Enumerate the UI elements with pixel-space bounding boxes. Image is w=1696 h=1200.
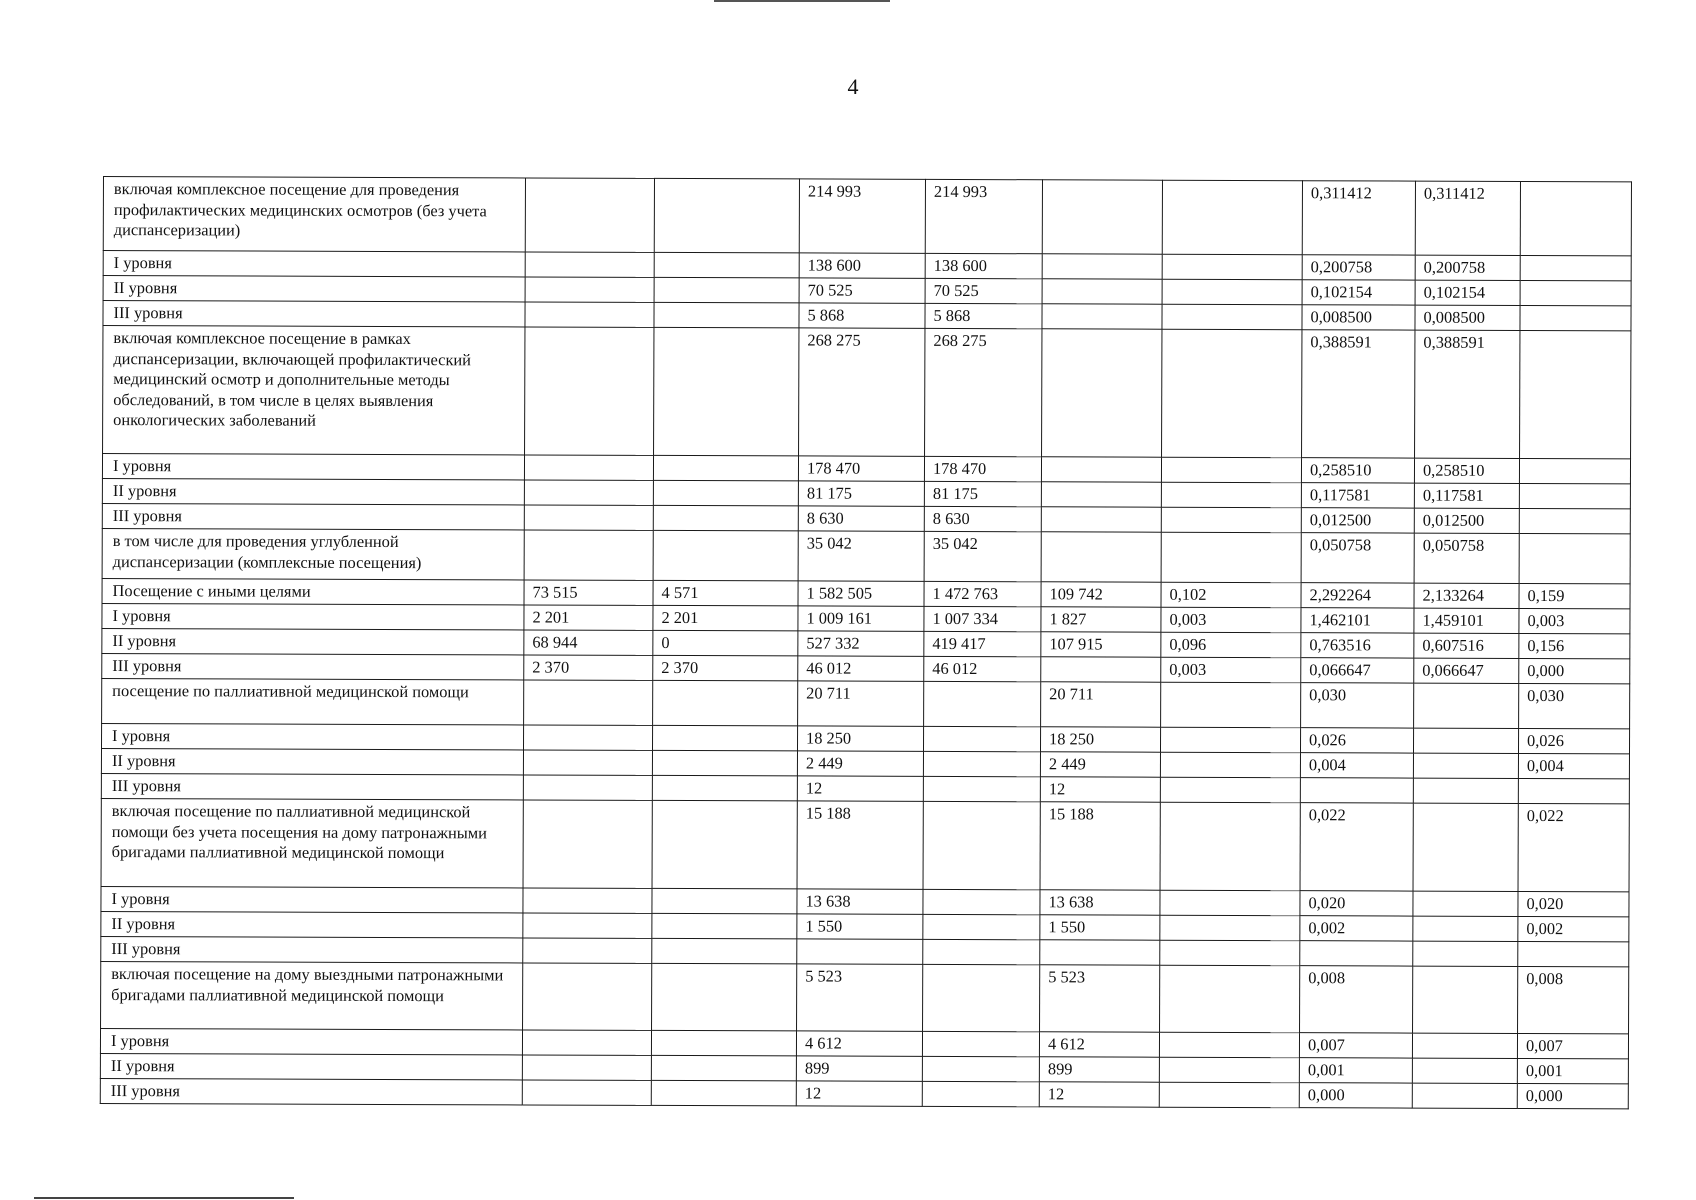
table-cell xyxy=(654,178,799,253)
table-cell xyxy=(1160,915,1300,940)
table-cell: 4 571 xyxy=(653,580,798,606)
table-cell: 0,066647 xyxy=(1414,658,1519,683)
table-cell: 0,763516 xyxy=(1301,633,1414,658)
table-cell: 12 xyxy=(1039,1082,1159,1107)
table-cell: 0,020 xyxy=(1300,891,1413,916)
table-cell: 0,002 xyxy=(1518,916,1629,941)
table-cell: 15 188 xyxy=(1040,802,1160,890)
table-cell: 0,000 xyxy=(1519,658,1630,683)
table-cell xyxy=(1161,682,1301,727)
table-cell: 5 523 xyxy=(797,964,923,1031)
table-cell: 35 042 xyxy=(924,531,1041,581)
table-cell: 1 550 xyxy=(1040,915,1160,940)
table-cell: 0,030 xyxy=(1301,683,1414,728)
table-cell xyxy=(923,726,1040,751)
table-cell: 46 012 xyxy=(924,656,1041,681)
table-cell xyxy=(524,680,653,725)
table-cell: 419 417 xyxy=(924,631,1041,656)
table-cell xyxy=(523,775,652,800)
table-cell xyxy=(653,505,798,531)
table-cell xyxy=(1300,941,1413,966)
table-cell: 1 827 xyxy=(1041,607,1161,632)
table-cell: 13 638 xyxy=(1040,890,1160,915)
row-label: включая комплексное посещение для проведения профилактических медицинских осмотров (без учета диспансеризации) xyxy=(103,177,525,252)
table-cell xyxy=(522,1055,651,1080)
table-cell: 0,000 xyxy=(1299,1083,1412,1108)
table-cell: 1 582 505 xyxy=(798,581,924,606)
table-cell xyxy=(1414,683,1519,728)
table-cell xyxy=(1041,657,1161,682)
table-cell: 109 742 xyxy=(1041,582,1161,607)
table-cell xyxy=(1519,483,1630,508)
table-cell xyxy=(653,480,798,506)
table-cell xyxy=(525,252,654,277)
table-cell: 0,003 xyxy=(1161,657,1301,682)
table-cell xyxy=(525,178,654,252)
table-cell: 2 449 xyxy=(797,751,923,776)
table-cell: 0,026 xyxy=(1300,728,1413,753)
table-cell: 2 201 xyxy=(653,605,798,631)
table-cell xyxy=(1042,279,1162,304)
table-cell: 0,311412 xyxy=(1302,181,1415,255)
table-cell: 12 xyxy=(1040,777,1160,802)
table-row xyxy=(103,177,1631,256)
table-cell: 138 600 xyxy=(799,253,925,278)
table-cell xyxy=(1161,507,1301,532)
table-cell xyxy=(651,1030,796,1056)
table-cell xyxy=(525,302,654,327)
table-cell xyxy=(1413,891,1518,916)
table-cell: 178 470 xyxy=(924,456,1041,481)
table-cell: 0,008 xyxy=(1300,966,1413,1033)
table-cell: 18 250 xyxy=(797,726,923,751)
table-cell xyxy=(522,1030,651,1055)
table-cell xyxy=(923,751,1040,776)
row-label: II уровня xyxy=(103,276,525,302)
row-label: II уровня xyxy=(102,628,524,654)
table-cell: 12 xyxy=(796,1081,922,1106)
row-label: посещение по паллиативной медицинской помощи xyxy=(102,678,524,724)
table-cell: 18 250 xyxy=(1040,727,1160,752)
table-cell xyxy=(653,530,798,581)
table-cell xyxy=(1160,890,1300,915)
table-row xyxy=(100,1078,1628,1108)
table-cell xyxy=(1041,532,1161,582)
table-cell: 0,008500 xyxy=(1302,305,1415,330)
table-cell: 138 600 xyxy=(925,253,1042,278)
table-cell xyxy=(1413,753,1518,778)
table-cell: 0,026 xyxy=(1518,728,1629,753)
table-cell xyxy=(923,939,1040,964)
table-cell: 81 175 xyxy=(924,481,1041,506)
table-cell xyxy=(523,963,652,1030)
row-label: включая комплексное посещение в рамках диспансеризации, включающей профилактический медицинский осмотр и дополнительные методы обследований, в том числе в целях выявления онкологических заболеваний xyxy=(103,326,525,455)
table-cell xyxy=(923,776,1040,801)
table-cell xyxy=(652,913,797,939)
table-cell: 0,156 xyxy=(1519,633,1630,658)
table-cell: 268 275 xyxy=(925,328,1042,456)
table-cell xyxy=(922,1081,1039,1106)
table-cell: 0,022 xyxy=(1300,803,1413,891)
table-cell: 268 275 xyxy=(799,328,925,456)
table-cell: 0,258510 xyxy=(1414,458,1519,483)
table-cell xyxy=(653,455,798,481)
table-cell: 12 xyxy=(797,776,923,801)
table-cell: 0,117581 xyxy=(1301,483,1414,508)
row-label: II уровня xyxy=(101,748,523,774)
table-cell xyxy=(1162,180,1302,254)
row-label: III уровня xyxy=(102,503,524,529)
table-cell: 899 xyxy=(1039,1057,1159,1082)
row-label: Посещение с иными целями xyxy=(102,578,524,604)
table-body xyxy=(100,177,1631,1109)
table-cell: 4 612 xyxy=(796,1031,922,1056)
table-cell: 0,096 xyxy=(1161,632,1301,657)
table-cell xyxy=(1520,181,1631,255)
table-cell: 0,388591 xyxy=(1415,330,1520,458)
table-cell: 70 525 xyxy=(799,278,925,303)
table-cell xyxy=(652,750,797,776)
table-cell xyxy=(1413,941,1518,966)
table-cell xyxy=(1159,1082,1299,1107)
table-cell: 15 188 xyxy=(797,801,923,889)
table-cell: 0 xyxy=(653,630,798,656)
table-cell xyxy=(525,327,654,455)
table-cell xyxy=(1042,329,1162,457)
table-row xyxy=(102,528,1630,583)
table-cell: 0,200758 xyxy=(1415,255,1520,280)
table-cell xyxy=(1041,507,1161,532)
row-label: III уровня xyxy=(101,936,523,962)
table-row xyxy=(101,961,1629,1033)
table-cell xyxy=(652,938,797,964)
table-cell xyxy=(924,681,1041,726)
table-cell xyxy=(1519,533,1630,583)
table-cell: 0,000 xyxy=(1517,1083,1628,1108)
table-cell xyxy=(1159,1032,1299,1057)
table-cell xyxy=(1518,778,1629,803)
table-cell xyxy=(1412,1033,1517,1058)
table-cell: 2,133264 xyxy=(1414,583,1519,608)
row-label: III уровня xyxy=(100,1078,522,1104)
table-cell: 0,008 xyxy=(1518,966,1629,1033)
financing-table xyxy=(100,176,1632,1109)
table-cell xyxy=(1300,778,1413,803)
table-cell: 0,008500 xyxy=(1415,305,1520,330)
table-cell: 0,258510 xyxy=(1301,458,1414,483)
table-cell xyxy=(1520,305,1631,330)
table-cell xyxy=(1161,482,1301,507)
table-cell xyxy=(923,801,1040,889)
table-cell xyxy=(652,725,797,751)
table-cell xyxy=(523,913,652,938)
table-cell: 35 042 xyxy=(798,531,924,581)
table-cell: 5 523 xyxy=(1040,965,1160,1032)
table-cell: 4 612 xyxy=(1039,1032,1159,1057)
table-cell: 1 550 xyxy=(797,914,923,939)
table-cell xyxy=(1412,1083,1517,1108)
table-cell xyxy=(1041,482,1161,507)
table-cell: 1,462101 xyxy=(1301,608,1414,633)
table-cell: 214 993 xyxy=(925,179,1042,253)
table-cell: 8 630 xyxy=(924,506,1041,531)
table-cell xyxy=(524,505,653,530)
table-cell xyxy=(922,1056,1039,1081)
table-row xyxy=(103,326,1631,459)
row-label: II уровня xyxy=(101,911,523,937)
table-cell xyxy=(524,530,653,580)
table-cell xyxy=(651,1080,796,1106)
table-cell xyxy=(654,277,799,303)
row-label: III уровня xyxy=(101,773,523,799)
row-label: I уровня xyxy=(103,251,525,277)
table-cell xyxy=(1160,727,1300,752)
table-cell: 2 370 xyxy=(524,655,653,680)
table-cell xyxy=(1160,752,1300,777)
table-cell xyxy=(1413,728,1518,753)
table-cell: 81 175 xyxy=(798,481,924,506)
table-cell: 5 868 xyxy=(799,303,925,328)
table-cell xyxy=(1160,965,1300,1032)
table-cell xyxy=(923,889,1040,914)
table-cell: 0,102154 xyxy=(1415,280,1520,305)
table-cell xyxy=(1520,330,1631,458)
table-cell: 0,066647 xyxy=(1301,658,1414,683)
table-cell xyxy=(1161,457,1301,482)
table-cell: 0,003 xyxy=(1161,607,1301,632)
table-cell xyxy=(1160,777,1300,802)
table-cell: 70 525 xyxy=(925,278,1042,303)
table-cell xyxy=(1162,329,1302,457)
row-label: III уровня xyxy=(103,301,525,327)
table-cell xyxy=(652,800,797,889)
row-label: I уровня xyxy=(102,723,524,749)
table-cell: 2 201 xyxy=(524,605,653,630)
table-cell xyxy=(1042,304,1162,329)
table-cell: 0,004 xyxy=(1300,753,1413,778)
table-cell: 0,001 xyxy=(1517,1058,1628,1083)
table-cell: 899 xyxy=(796,1056,922,1081)
table-row xyxy=(102,678,1630,728)
table-cell: 0,004 xyxy=(1518,753,1629,778)
table-cell: 1 009 161 xyxy=(798,606,924,631)
table-cell xyxy=(653,680,798,726)
table-cell: 0,001 xyxy=(1299,1058,1412,1083)
table-cell: 0,002 xyxy=(1300,916,1413,941)
table-cell: 178 470 xyxy=(798,456,924,481)
table-cell: 20 711 xyxy=(798,681,924,726)
row-label: включая посещение на дому выездными патронажными бригадами паллиативной медицинской помощи xyxy=(101,961,523,1029)
row-label: I уровня xyxy=(102,603,524,629)
table-cell xyxy=(1519,508,1630,533)
table-cell xyxy=(523,938,652,963)
table-cell: 1 472 763 xyxy=(924,581,1041,606)
table-cell xyxy=(1520,280,1631,305)
table-cell xyxy=(1162,254,1302,279)
table-cell xyxy=(1162,304,1302,329)
table-cell: 0,022 xyxy=(1518,803,1629,891)
table-cell xyxy=(654,302,799,328)
table-cell: 527 332 xyxy=(798,631,924,656)
table-cell xyxy=(797,939,923,964)
table-cell xyxy=(652,775,797,801)
table-cell: 0,030 xyxy=(1519,683,1630,728)
table-cell: 2 449 xyxy=(1040,752,1160,777)
table-cell xyxy=(1042,254,1162,279)
table-cell: 0,020 xyxy=(1518,891,1629,916)
row-label: включая посещение по паллиативной медицинской помощи без учета посещения на дому патронажными бригадами паллиативной медицинской помощи xyxy=(101,798,523,887)
table-cell: 0,311412 xyxy=(1415,181,1520,255)
table-cell xyxy=(1413,778,1518,803)
table-cell xyxy=(523,800,652,888)
table-cell: 0,200758 xyxy=(1302,255,1415,280)
row-label: в том числе для проведения углубленной диспансеризации (комплексные посещения) xyxy=(102,528,524,579)
table-cell: 73 515 xyxy=(524,580,653,605)
row-label: II уровня xyxy=(102,478,524,504)
table-cell: 0,007 xyxy=(1299,1033,1412,1058)
table-cell xyxy=(1413,803,1518,891)
table-cell: 0,607516 xyxy=(1414,633,1519,658)
table-cell xyxy=(652,963,797,1031)
table-cell: 2 370 xyxy=(653,655,798,681)
table-cell xyxy=(524,480,653,505)
table-cell xyxy=(1413,916,1518,941)
table-cell xyxy=(1159,1057,1299,1082)
row-label: III уровня xyxy=(102,653,524,679)
table-cell xyxy=(1160,940,1300,965)
row-label: II уровня xyxy=(100,1053,522,1079)
table-cell xyxy=(1040,940,1160,965)
table-cell: 0,007 xyxy=(1517,1033,1628,1058)
table-cell: 0,012500 xyxy=(1301,508,1414,533)
table-cell xyxy=(652,888,797,914)
table-cell: 2,292264 xyxy=(1301,583,1414,608)
table-cell: 0,159 xyxy=(1519,583,1630,608)
table-cell xyxy=(923,914,1040,939)
table-cell xyxy=(1041,457,1161,482)
scan-mark-bottom xyxy=(34,1197,294,1199)
page-number: 4 xyxy=(847,74,859,99)
table-cell xyxy=(523,725,652,750)
table-cell xyxy=(1519,458,1630,483)
row-label: I уровня xyxy=(102,454,524,480)
table-cell: 214 993 xyxy=(799,179,925,253)
table-cell xyxy=(1518,941,1629,966)
table-cell: 13 638 xyxy=(797,889,923,914)
table-cell: 0,102 xyxy=(1161,582,1301,607)
table-cell: 5 868 xyxy=(925,303,1042,328)
table-cell xyxy=(1412,1058,1517,1083)
table-cell xyxy=(523,750,652,775)
table-cell: 68 944 xyxy=(524,630,653,655)
table-cell: 1,459101 xyxy=(1414,608,1519,633)
table-cell xyxy=(524,455,653,480)
table-row xyxy=(101,798,1629,891)
table-cell: 0,050758 xyxy=(1414,533,1519,583)
table-cell: 0,117581 xyxy=(1414,483,1519,508)
table-cell: 0,050758 xyxy=(1301,533,1414,583)
table-cell: 0,012500 xyxy=(1414,508,1519,533)
table-cell xyxy=(1413,966,1518,1033)
table-cell xyxy=(1520,255,1631,280)
table-cell xyxy=(1160,802,1300,890)
table-cell: 1 007 334 xyxy=(924,606,1041,631)
table-cell: 46 012 xyxy=(798,656,924,681)
table-cell xyxy=(1042,180,1162,254)
table-cell xyxy=(1161,532,1301,582)
table-cell: 0,102154 xyxy=(1302,280,1415,305)
table-cell xyxy=(654,327,799,456)
table-cell: 0,003 xyxy=(1519,608,1630,633)
table-cell xyxy=(522,1080,651,1105)
table-cell: 0,388591 xyxy=(1302,330,1415,458)
table-cell: 107 915 xyxy=(1041,632,1161,657)
table-cell: 8 630 xyxy=(798,506,924,531)
row-label: I уровня xyxy=(100,1028,522,1054)
table-cell xyxy=(525,277,654,302)
table-cell xyxy=(651,1055,796,1081)
table-cell xyxy=(922,1031,1039,1056)
scan-mark-top xyxy=(714,0,890,2)
table-cell: 20 711 xyxy=(1041,682,1161,727)
table-cell xyxy=(523,888,652,913)
table-cell xyxy=(1162,279,1302,304)
row-label: I уровня xyxy=(101,886,523,912)
table-cell xyxy=(654,252,799,278)
table-cell xyxy=(923,964,1040,1031)
